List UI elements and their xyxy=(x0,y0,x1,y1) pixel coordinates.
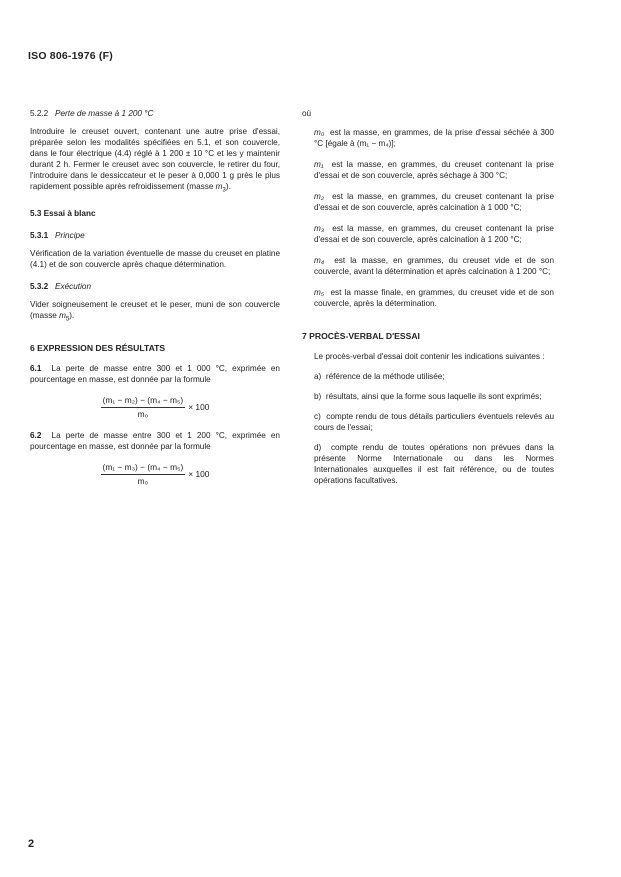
definition-m1: m₁ est la masse, en grammes, du creuset contenant la prise d'essai et de son couvercle, après séchage à 300 °C; xyxy=(314,160,554,180)
document-header: ISO 806-1976 (F) xyxy=(28,50,113,62)
section-5-3-2-text: Vider soigneusement le creuset et le peser, muni de son couvercle (masse $m_5$). xyxy=(30,299,280,323)
section-7-intro: Le procès-verbal d'essai doit contenir les indications suivantes : xyxy=(314,352,545,361)
section-title: Perte de masse à 1 200 °C xyxy=(55,109,154,118)
section-5-3-2-heading xyxy=(30,281,280,292)
section-title: Exécution xyxy=(55,281,92,291)
list-item-a: a) référence de la méthode utilisée; xyxy=(314,372,445,381)
definition-m2: m₂ est la masse, en grammes, du creuset contenant la prise d'essai et de son couvercle, après calcination à 1 000 °C; xyxy=(314,192,554,212)
right-column xyxy=(302,108,554,495)
section-5-2-2-heading xyxy=(30,108,280,119)
multiplier: × 100 xyxy=(188,469,210,480)
where-label: où xyxy=(302,109,312,118)
definition-m5: m₅ est la masse finale, en grammes, du creuset vide et de son couvercle, après la détermination. xyxy=(314,288,554,308)
formula-6-1 xyxy=(30,395,280,420)
denominator: m₀ xyxy=(137,409,149,420)
numerator: (m₁ − m₂) − (m₄ − m₅) xyxy=(101,395,186,408)
formula-6-2 xyxy=(30,462,280,487)
section-6-1-text: 6.1 La perte de masse entre 300 et 1 000 °C, exprimée en pourcentage en masse, est donnée par la formule xyxy=(30,364,280,385)
numerator: (m₁ − m₃) − (m₄ − m₅) xyxy=(101,462,186,475)
list-item-b: b) résultats, ainsi que la forme sous laquelle ils sont exprimés; xyxy=(314,392,542,401)
section-6-2-text: 6.2 La perte de masse entre 300 et 1 200 °C, exprimée en pourcentage en masse, est donnée par la formule xyxy=(30,431,280,452)
section-5-3-1-text: Vérification de la variation éventuelle de masse du creuset en platine (4.1) et de son couvercle après chaque détermination. xyxy=(30,248,280,269)
list-item-c: c) compte rendu de tous détails particuliers éventuels relevés au cours de l'essai; xyxy=(314,412,554,432)
fraction xyxy=(101,395,186,420)
section-5-3-1-heading xyxy=(30,230,280,241)
left-column xyxy=(30,108,280,497)
list-item-d: d) compte rendu de toutes opérations non prévues dans la présente Norme Internationale ou dans les Normes Internationales auxquelles il est fait référence, ou de toutes opérations facultatives. xyxy=(314,443,554,485)
section-6-heading: 6 EXPRESSION DES RÉSULTATS xyxy=(30,343,166,354)
page-number: 2 xyxy=(28,838,35,850)
fraction xyxy=(101,462,186,487)
definition-m0: m₀ est la masse, en grammes, de la prise d'essai séchée à 300 °C [égale à (m₁ − m₄)]; xyxy=(314,128,554,148)
multiplier: × 100 xyxy=(188,402,210,413)
definition-m3: m₃ est la masse, en grammes, du creuset contenant la prise d'essai et de son couvercle, après calcination à 1 200 °C; xyxy=(314,224,554,244)
section-7-heading: 7 PROCÈS-VERBAL D'ESSAI xyxy=(302,331,420,341)
section-5-2-2-text: Introduire le creuset ouvert, contenant une autre prise d'essai, préparée selon les modalités spécifiées en 5.1, et son couvercle, dans le four électrique (4.4) réglé à 1 200 ± 10 °C et les y maintenir durant 2 h. Fermer le creuset avec son couvercle, le retirer du four, l'introduire dans le dessiccateur et le peser à 0,000 1 g près le plus rapidement possible après refroidissement (masse $m_3$). xyxy=(30,127,280,194)
section-number: 5.3.1 xyxy=(30,230,49,240)
section-number: 5.2.2 xyxy=(30,109,49,118)
denominator: m₀ xyxy=(137,476,149,487)
section-5-3-heading: 5.3 Essai à blanc xyxy=(30,208,96,218)
section-title: Principe xyxy=(55,230,85,240)
section-number: 5.3.2 xyxy=(30,281,49,291)
definition-m4: m₄ est la masse, en grammes, du creuset vide et de son couvercle, avant la détermination et après calcination à 1 200 °C; xyxy=(314,256,554,276)
